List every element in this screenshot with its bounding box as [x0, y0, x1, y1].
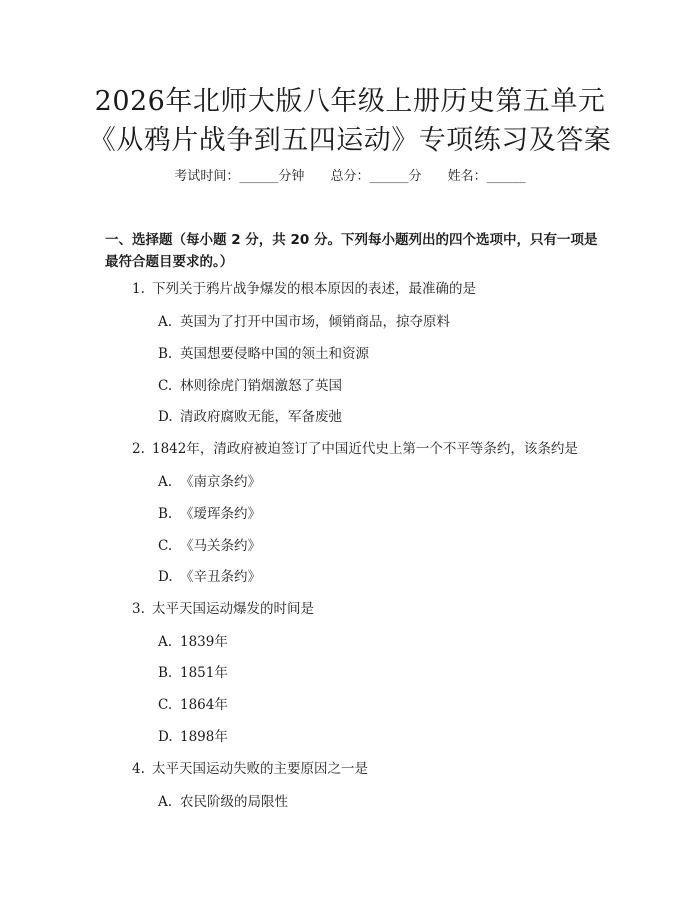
question-text: 太平天国运动失败的主要原因之一是: [152, 761, 368, 777]
option-1d: [158, 411, 342, 425]
option-4a: [158, 796, 288, 810]
option-text: 1839年: [180, 634, 228, 650]
option-3c: [158, 699, 228, 713]
option-letter: C.: [158, 538, 173, 554]
option-text: 英国为了打开中国市场，倾销商品，掠夺原料: [180, 314, 450, 330]
question-number: 3.: [132, 601, 145, 617]
question-3: [132, 603, 314, 617]
question-4: [132, 763, 368, 777]
option-text: 1851年: [180, 665, 228, 681]
option-3d: [158, 731, 228, 745]
option-text: 1864年: [180, 697, 228, 713]
option-letter: B.: [158, 506, 173, 522]
option-3b: [158, 667, 228, 681]
option-text: 《南京条约》: [180, 474, 261, 490]
option-1a: [158, 316, 450, 330]
option-letter: A.: [158, 474, 173, 490]
option-2a: [158, 476, 261, 490]
option-2b: [158, 508, 261, 522]
option-letter: D.: [158, 409, 173, 425]
option-text: 农民阶级的局限性: [180, 794, 288, 810]
option-text: 1898年: [180, 729, 228, 745]
option-letter: B.: [158, 346, 173, 362]
question-1: [132, 283, 476, 297]
section-heading: 一、选择题（每小题 2 分，共 20 分。下列每小题列出的四个选项中，只有一项是最符合题目要求的。）: [105, 232, 598, 270]
option-letter: A.: [158, 794, 173, 810]
question-number: 1.: [132, 281, 145, 297]
option-letter: A.: [158, 634, 173, 650]
option-text: 《马关条约》: [180, 538, 261, 554]
exam-meta: [0, 170, 700, 183]
option-letter: C.: [158, 697, 173, 713]
question-text: 太平天国运动爆发的时间是: [152, 601, 314, 617]
option-text: 《瑷珲条约》: [180, 506, 261, 522]
option-2c: [158, 540, 261, 554]
option-letter: D.: [158, 569, 173, 585]
question-text: 1842年，清政府被迫签订了中国近代史上第一个不平等条约，该条约是: [152, 441, 578, 457]
option-text: 林则徐虎门销烟激怒了英国: [180, 378, 342, 394]
question-number: 4.: [132, 761, 145, 777]
score-field: 总分：______分: [330, 169, 422, 184]
option-1c: [158, 380, 342, 394]
question-number: 2.: [132, 441, 145, 457]
option-letter: A.: [158, 314, 173, 330]
name-field: 姓名：______: [447, 169, 526, 184]
option-letter: C.: [158, 378, 173, 394]
option-text: 英国想要侵略中国的领土和资源: [180, 346, 369, 362]
question-2: [132, 443, 578, 457]
option-3a: [158, 636, 228, 650]
option-letter: B.: [158, 665, 173, 681]
title-line-1: 2026年北师大版八年级上册历史第五单元: [94, 86, 606, 117]
option-text: 清政府腐败无能，军备废弛: [180, 409, 342, 425]
option-letter: D.: [158, 729, 173, 745]
question-text: 下列关于鸦片战争爆发的根本原因的表述，最准确的是: [152, 281, 476, 297]
option-2d: [158, 571, 261, 585]
option-1b: [158, 348, 369, 362]
title-line-2: 《从鸦片战争到五四运动》专项练习及答案: [88, 125, 612, 156]
option-text: 《辛丑条约》: [180, 569, 261, 585]
time-field: 考试时间：______分钟: [174, 169, 305, 184]
